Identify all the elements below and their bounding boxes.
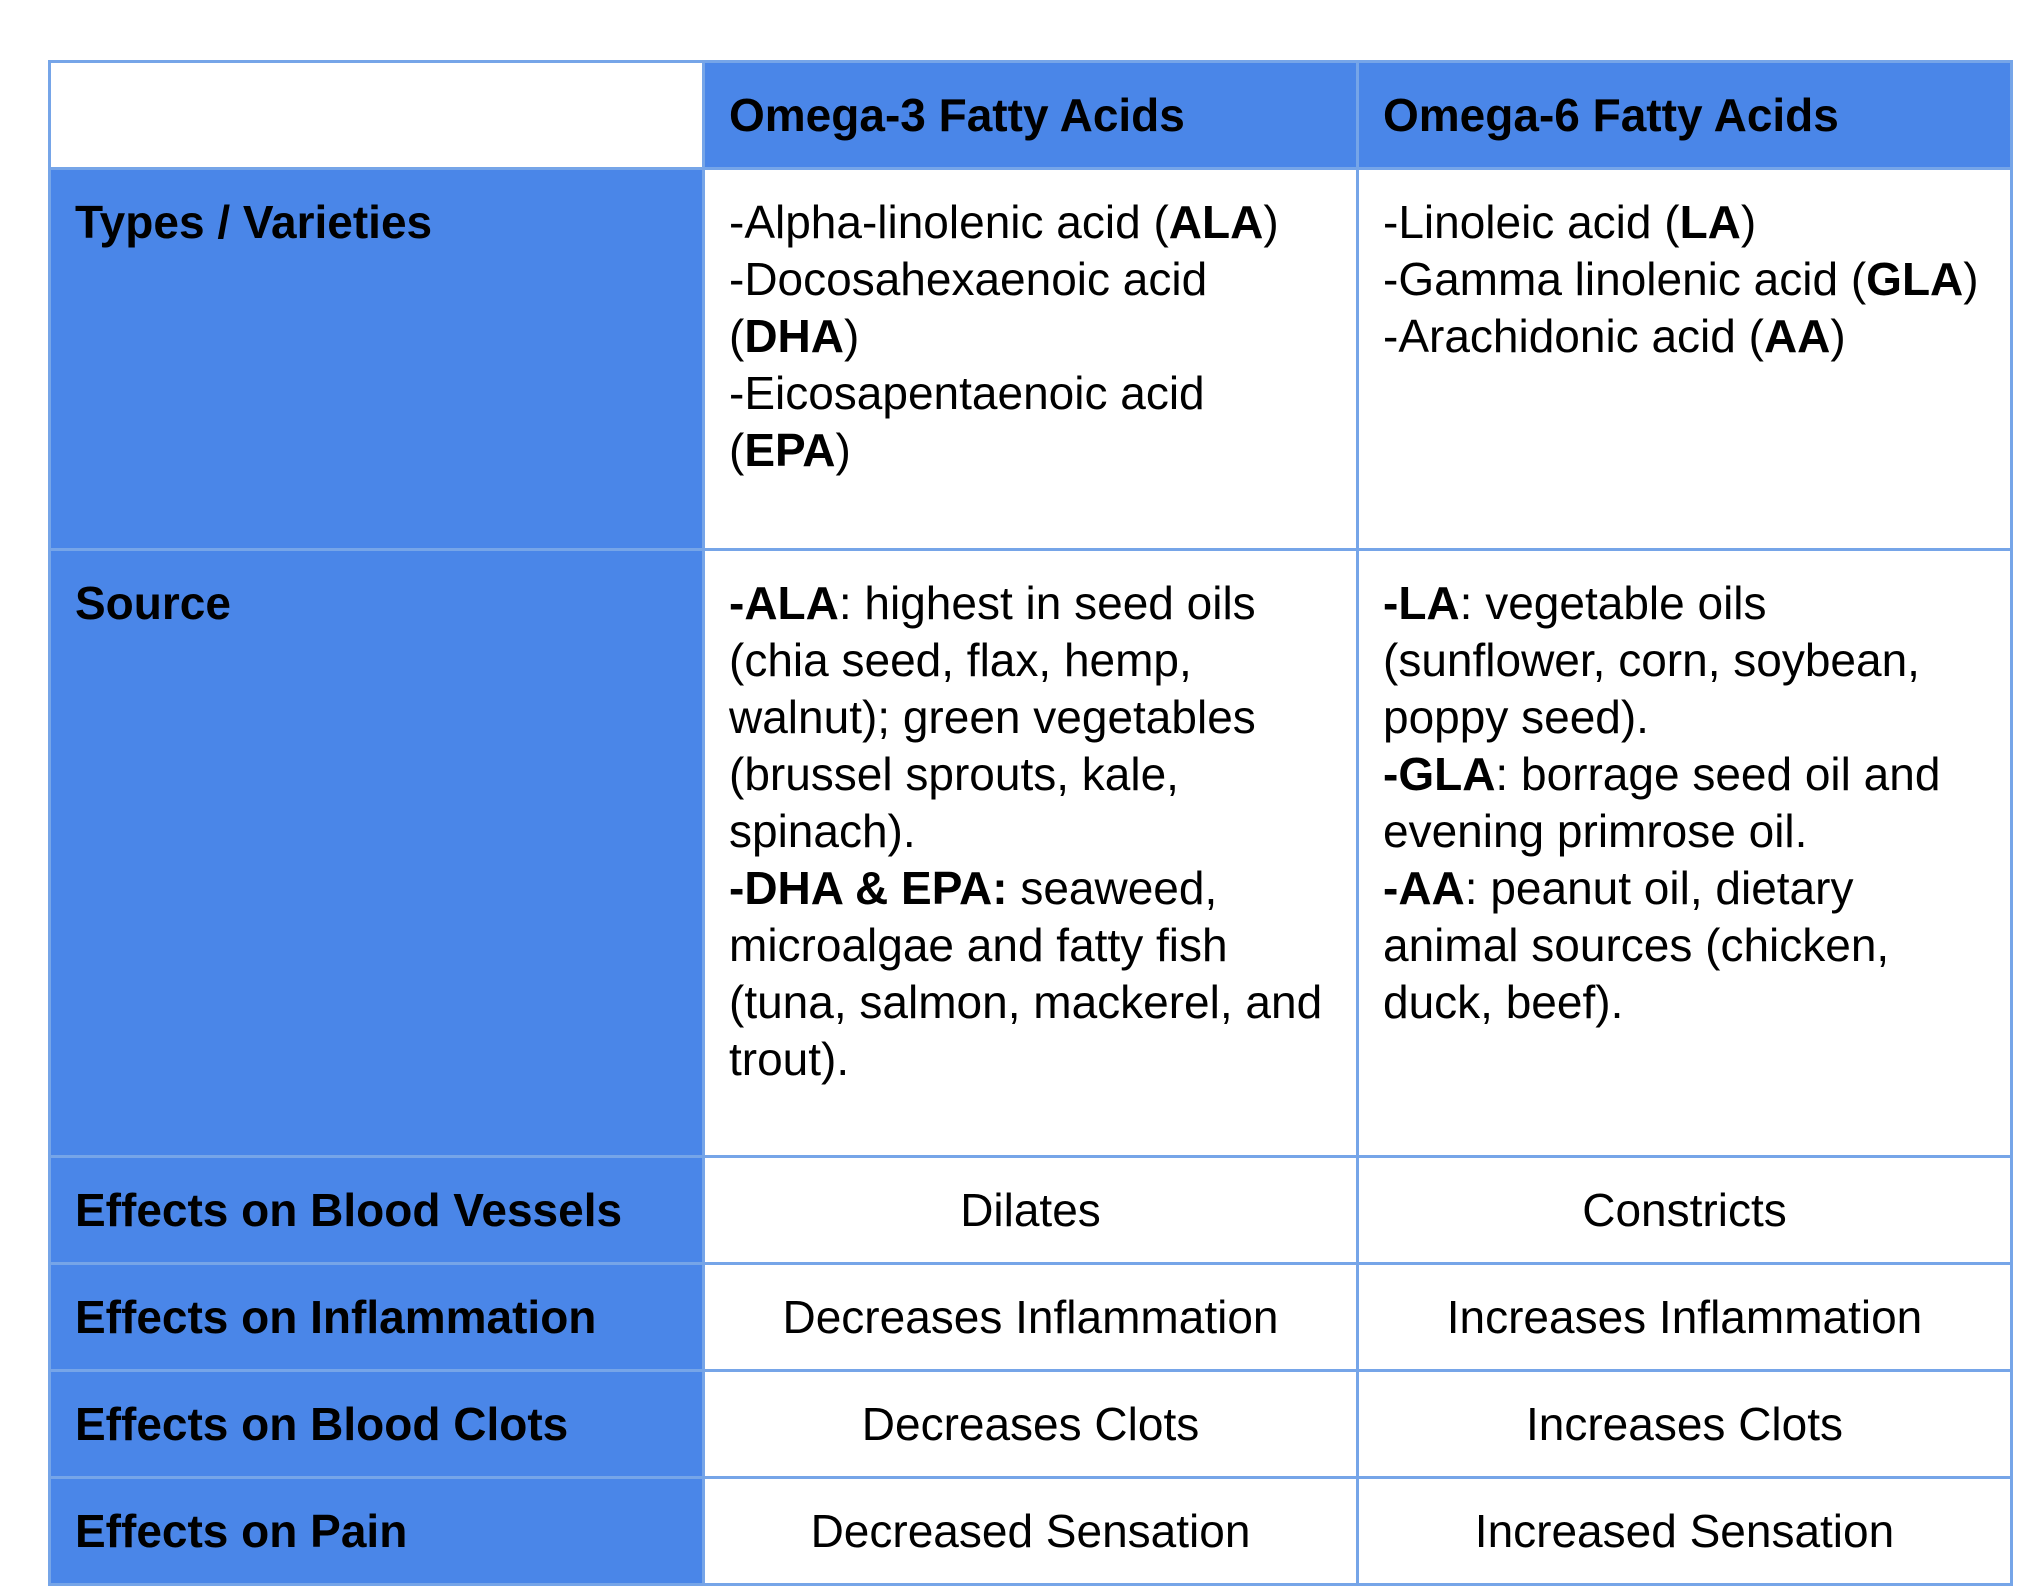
omega6-column-header: Omega-6 Fatty Acids [1358,62,2012,169]
omega6-pain-cell: Increased Sensation [1358,1478,2012,1585]
omega3-source-cell [704,550,1358,1157]
blood-vessels-row [50,1157,2012,1264]
corner-cell [50,62,704,169]
omega3-source-ala: -ALA: highest in seed oils (chia seed, flax, hemp, walnut); green vegetables (brussel sprouts, kale, spinach). [729,577,1256,857]
omega6-inflammation-cell: Increases Inflammation [1358,1264,2012,1371]
omega6-source-gla: -GLA: borrage seed oil and evening primrose oil. [1383,748,1941,857]
comparison-table-container [48,60,2010,1586]
source-row-label: Source [50,550,704,1157]
pain-row [50,1478,2012,1585]
omega6-blood-vessels-cell: Constricts [1358,1157,2012,1264]
omega3-inflammation-cell: Decreases Inflammation [704,1264,1358,1371]
source-row [50,550,2012,1157]
blood-clots-row [50,1371,2012,1478]
types-row [50,169,2012,550]
omega3-type-epa: -Eicosapentaenoic acid (EPA) [729,367,1205,476]
omega6-blood-clots-cell: Increases Clots [1358,1371,2012,1478]
omega6-type-la: -Linoleic acid (LA) [1383,196,1757,248]
omega3-types-cell [704,169,1358,550]
header-row [50,62,2012,169]
blood-clots-row-label: Effects on Blood Clots [50,1371,704,1478]
omega3-pain-cell: Decreased Sensation [704,1478,1358,1585]
blood-vessels-row-label: Effects on Blood Vessels [50,1157,704,1264]
omega6-type-aa: -Arachidonic acid (AA) [1383,310,1846,362]
omega3-type-ala: -Alpha-linolenic acid (ALA) [729,196,1279,248]
omega3-source-dha-epa: -DHA & EPA: seaweed, microalgae and fatty fish (tuna, salmon, mackerel, and trout). [729,862,1323,1085]
pain-row-label: Effects on Pain [50,1478,704,1585]
omega3-blood-clots-cell: Decreases Clots [704,1371,1358,1478]
omega3-type-dha: -Docosahexaenoic acid (DHA) [729,253,1208,362]
inflammation-row [50,1264,2012,1371]
omega6-source-aa: -AA: peanut oil, dietary animal sources (chicken, duck, beef). [1383,862,1890,1028]
omega3-blood-vessels-cell: Dilates [704,1157,1358,1264]
inflammation-row-label: Effects on Inflammation [50,1264,704,1371]
types-row-label: Types / Varieties [50,169,704,550]
omega6-type-gla: -Gamma linolenic acid (GLA) [1383,253,1979,305]
omega6-types-cell [1358,169,2012,550]
omega3-column-header: Omega-3 Fatty Acids [704,62,1358,169]
omega6-source-cell [1358,550,2012,1157]
omega6-source-la: -LA: vegetable oils (sunflower, corn, soybean, poppy seed). [1383,577,1920,743]
omega-comparison-table [48,60,2013,1586]
